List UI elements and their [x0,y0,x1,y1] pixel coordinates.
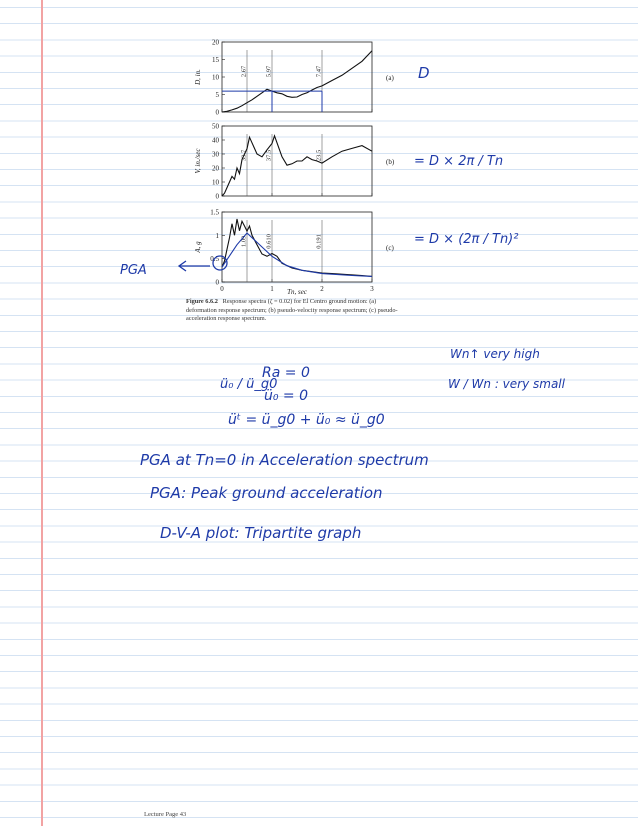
annotation-label: 0.191 [315,234,323,249]
y-tick-label: 20 [212,164,219,173]
eq-u0: ü₀ = 0 [264,388,309,404]
annotation-label: 7.47 [315,65,323,78]
page-footer: Lecture Page 43 [144,811,187,818]
y-tick-label: 1.5 [210,208,219,217]
y-tick-label: 50 [212,122,219,131]
y-tick-label: 40 [212,136,219,145]
pga-circle [213,256,227,270]
note-line-3: D-V-A plot: Tripartite graph [160,524,362,542]
y-tick-label: 1 [215,231,219,240]
note-w-ratio: W / Wn : very small [448,377,565,391]
y-tick-label: 0 [215,108,219,117]
y-axis-label: A, g [194,241,202,253]
annotation-label: 33.7 [240,149,248,162]
annotation-label: 2.67 [240,65,248,78]
caption-text: Response spectra (ζ = 0.02) for El Centro ground motion: (a) deformation response spectrum; (b) pseudo-velocity response spectrum; (c) pseudo-acceleration response spectrum. [186,298,398,323]
annotation-label: 5.97 [265,65,273,78]
x-tick-label: 0 [220,285,224,293]
y-tick-label: 5 [215,91,219,99]
annotation-label: 1.09 [240,235,248,248]
y-tick-label: 10 [212,73,219,82]
panel-label: (b) [386,158,395,166]
annotation-label: 23.5 [315,149,323,162]
note-panel-b: = D × 2π / Tn [414,154,504,169]
x-tick-label: 2 [320,285,324,293]
y-tick-label: 15 [212,56,219,64]
y-tick-label: 10 [212,178,219,187]
x-axis-label: Tn, sec [287,288,307,296]
y-tick-label: 0 [215,278,219,287]
caption-label: Figure 6.6.2 [186,298,218,305]
annotation-label: 0.610 [265,234,273,249]
note-pga: PGA [120,263,147,278]
y-tick-label: 0 [215,192,219,201]
panel-label: (c) [386,244,394,252]
x-tick-label: 1 [270,285,274,293]
y-tick-label: 30 [212,150,219,159]
y-axis-label: V, in./sec [194,148,202,174]
eq-ra: Ra = 0 [262,365,310,381]
note-line-2: PGA: Peak ground acceleration [150,484,383,502]
y-axis-label: D, in. [194,69,202,85]
y-tick-label: 0.5 [210,255,219,264]
note-panel-c: = D × (2π / Tn)² [414,232,519,247]
note-panel-a: D [418,64,430,82]
note-line-1: PGA at Tn=0 in Acceleration spectrum [140,451,429,469]
annotation-label: 37.5 [265,149,273,162]
eq-total: üᵗ = ü_g0 + ü₀ ≈ ü_g0 [228,412,385,428]
y-tick-label: 20 [212,38,219,47]
x-tick-label: 3 [370,285,374,293]
panel-label: (a) [386,74,394,82]
eq-ratio: ü₀ / ü_g0 [220,377,278,392]
note-wn-high: Wn↑ very high [450,347,540,361]
